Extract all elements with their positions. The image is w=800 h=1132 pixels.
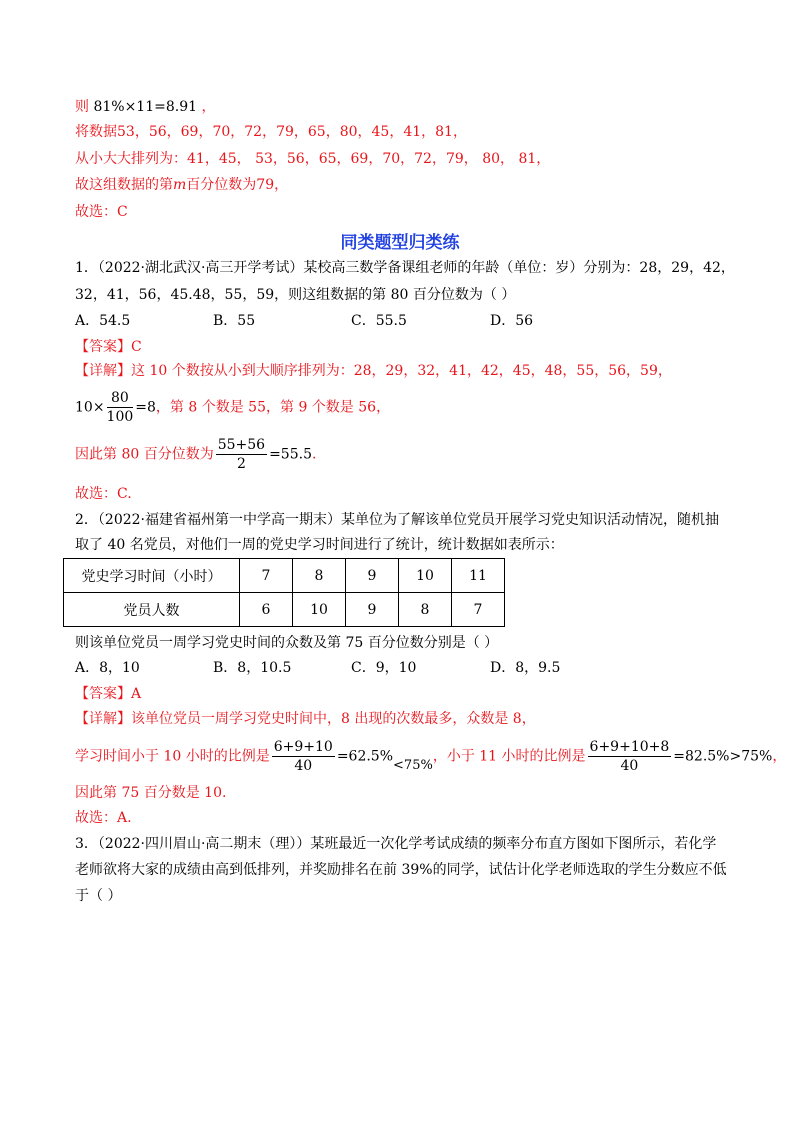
q1-option-d: D．56 — [490, 313, 534, 329]
q2-options — [0, 657, 800, 677]
q1-option-a: A．54.5 — [75, 313, 131, 329]
q2-ratio2-num: 6+9+10+8 — [589, 739, 670, 755]
table-cell: 6 — [240, 593, 293, 627]
prev-l1-tail: ， — [201, 99, 216, 115]
prev-line-4 — [75, 175, 288, 195]
table-cell: 10 — [399, 559, 452, 593]
q2-ratio1-text: 学习时间小于 10 小时的比例是 — [75, 748, 270, 765]
q2-ratio2-text: ，小于 11 小时的比例是 — [432, 748, 586, 765]
q2-ratio1-num: 6+9+10 — [273, 739, 333, 755]
table-cell: 7 — [240, 559, 293, 593]
q3-stem-1: 3．（2022·四川眉山·高二期末（理））某班最近一次化学考试成绩的频率分布直方图如下图所示，若化学 — [75, 836, 717, 852]
table-row-label: 党史学习时间（小时） — [64, 559, 240, 593]
prev-line-2: 将数据53，56，69，70，72，79，65，80，45，41，81， — [75, 124, 467, 140]
prev-line-5: 故选：C — [75, 204, 128, 220]
prev-l1-math: 81%×11=8.91 — [93, 99, 198, 115]
section-title: 同类题型归类练 — [340, 233, 460, 253]
q1-result-tail: . — [311, 446, 317, 463]
q1-options — [0, 310, 800, 330]
q2-stem-3: 则该单位党员一周学习党史时间的众数及第 75 百分位数分别是（ ） — [75, 635, 499, 651]
table-row-label: 党员人数 — [64, 593, 240, 627]
q2-ratio2-tail: ， — [772, 748, 787, 765]
q1-stem-2: 32，41，56，45.48，55，59，则这组数据的第 80 百分位数为（ ） — [75, 287, 516, 303]
q3-stem-3: 于（ ） — [75, 888, 122, 904]
prev-l4-b: 百分位数为79， — [186, 177, 289, 193]
q1-option-b: B．55 — [213, 313, 256, 329]
q1-calc-pre: 10× — [75, 399, 105, 416]
q2-therefore: 因此第 75 百分数是 10. — [75, 785, 227, 801]
q1-calc — [75, 389, 390, 426]
q2-answer: 【答案】A — [75, 686, 142, 702]
q1-calc-post: =8 — [135, 399, 156, 416]
q2-option-d: D．8，9.5 — [490, 660, 561, 676]
q2-ratio2-den: 40 — [620, 758, 639, 774]
q2-choose: 故选：A. — [75, 810, 132, 826]
table-cell: 9 — [346, 593, 399, 627]
q1-result-den: 2 — [236, 456, 246, 472]
table-row — [64, 593, 505, 627]
q1-result-fraction — [216, 436, 267, 473]
q1-result-text: 因此第 80 百分位数为 — [75, 446, 214, 463]
q2-stem-1: 2．（2022·福建省福州第一中学高一期末）某单位为了解该单位党员开展学习党史知识活动情况，随机抽 — [75, 512, 719, 528]
prev-l4-m: m — [173, 177, 187, 193]
table-row — [64, 559, 505, 593]
q1-stem-1: 1．（2022·湖北武汉·高三开学考试）某校高三数学备课组老师的年龄（单位：岁）分别为：28，29，42， — [75, 260, 735, 276]
q2-detail: 【详解】该单位党员一周学习党史时间中，8 出现的次数最多，众数是 8， — [75, 711, 536, 727]
q2-data-table — [63, 558, 505, 627]
q2-ratio1-den: 40 — [294, 758, 313, 774]
table-cell: 10 — [293, 593, 346, 627]
q1-calc-text: ，第 8 个数是 55，第 9 个数是 56， — [155, 399, 391, 416]
q1-result-post: =55.5 — [269, 446, 312, 463]
prev-line-1 — [75, 97, 215, 117]
q1-option-c: C．55.5 — [351, 313, 407, 329]
table-cell: 7 — [452, 593, 505, 627]
q2-option-b: B．8，10.5 — [213, 660, 292, 676]
q2-stem-2: 取了 40 名党员，对他们一周的党史学习时间进行了统计，统计数据如表所示： — [75, 537, 564, 553]
q1-answer: 【答案】C — [75, 339, 142, 355]
q2-ratio-line — [75, 738, 786, 776]
q2-option-a: A．8，10 — [75, 660, 140, 676]
table-cell: 8 — [293, 559, 346, 593]
q2-ratio1-post: =62.5% — [336, 748, 394, 765]
q2-ratio2-fraction — [588, 738, 672, 775]
prev-l1-text: 则 — [75, 99, 89, 115]
prev-line-3: 从小大大排列为：41，45， 53，56，65，69，70，72，79， 80， 81， — [75, 151, 551, 167]
table-cell: 8 — [399, 593, 452, 627]
q1-result-num: 55+56 — [217, 437, 266, 453]
table-cell: 11 — [452, 559, 505, 593]
table-cell: 9 — [346, 559, 399, 593]
q1-detail: 【详解】这 10 个数按从小到大顺序排列为：28，29，32，41，42，45，48，55，56，59， — [75, 363, 672, 379]
q1-result — [75, 436, 316, 473]
q1-calc-fraction — [107, 389, 134, 426]
q1-calc-den: 100 — [106, 409, 134, 425]
q1-calc-num: 80 — [107, 389, 134, 408]
q2-ratio1-fraction — [272, 738, 335, 775]
q2-option-c: C．9，10 — [351, 660, 417, 676]
q2-ratio1-lt: <75% — [393, 757, 433, 773]
q1-choose: 故选：C. — [75, 486, 132, 502]
q3-stem-2: 老师欲将大家的成绩由高到低排列，并奖励排名在前 39%的同学，试估计化学老师选取的学生分数应不低 — [75, 862, 727, 878]
prev-l4-a: 故这组数据的第 — [75, 177, 173, 193]
q2-ratio2-post: =82.5%>75% — [673, 748, 773, 765]
